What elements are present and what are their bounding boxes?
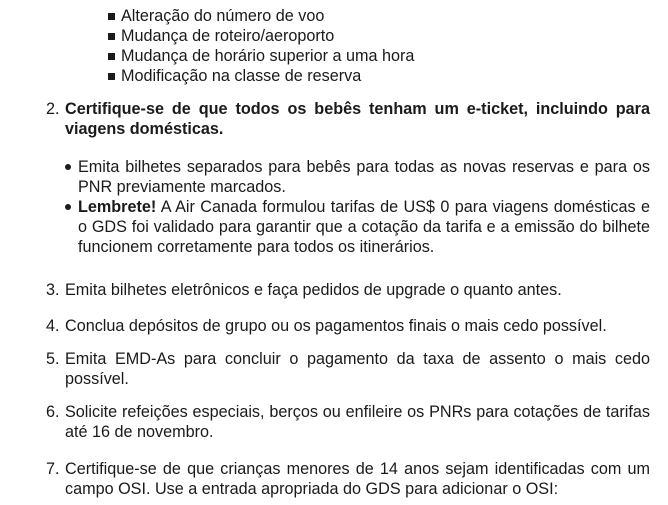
list-item <box>107 6 647 26</box>
item-heading: Certifique-se de que todos os bebês tenham um e-ticket, incluindo para viagens domésticas. <box>65 100 650 138</box>
item-number: 7. <box>46 460 60 478</box>
list-item <box>107 26 647 46</box>
square-bullet-icon <box>108 73 115 80</box>
list-item-text: Alteração do número de voo <box>121 7 325 25</box>
item-text: Conclua depósitos de grupo ou os pagamentos finais o mais cedo possível. <box>65 317 607 335</box>
square-bullet-icon <box>108 53 115 60</box>
square-bullet-icon <box>108 33 115 40</box>
numbered-item-5 <box>46 349 650 389</box>
list-item <box>107 46 647 66</box>
item-text: Solicite refeições especiais, berços ou enfileire os PNRs para cotações de tarifas até 16 de novembro. <box>65 403 650 441</box>
numbered-item-6 <box>46 402 650 442</box>
list-item-text: Mudança de roteiro/aeroporto <box>121 27 335 45</box>
numbered-item-4 <box>46 316 650 336</box>
list-item <box>107 66 647 86</box>
round-bullet-icon <box>65 164 71 170</box>
item-number: 4. <box>46 317 60 335</box>
item-number: 2. <box>46 100 60 118</box>
list-item <box>64 197 650 257</box>
item-text: Emita EMD-As para concluir o pagamento da taxa de assento o mais cedo possível. <box>65 350 650 388</box>
change-type-list <box>107 6 647 86</box>
item-number: 3. <box>46 281 60 299</box>
numbered-item-3 <box>46 280 650 300</box>
list-item <box>64 157 650 197</box>
item-text: Emita bilhetes eletrônicos e faça pedidos de upgrade o quanto antes. <box>65 281 562 299</box>
infant-ticket-bullets <box>64 157 650 257</box>
list-item-text: Mudança de horário superior a uma hora <box>121 47 415 65</box>
list-item-text: Modificação na classe de reserva <box>121 67 362 85</box>
square-bullet-icon <box>108 13 115 20</box>
reminder-label: Lembrete! <box>78 198 157 216</box>
list-item-text: Emita bilhetes separados para bebês para todas as novas reservas e para os PNR previamente marcados. <box>78 158 650 196</box>
item-text: Certifique-se de que crianças menores de 14 anos sejam identificadas com um campo OSI. Use a entrada apropriada do GDS para adicionar o OSI: <box>65 460 650 498</box>
round-bullet-icon <box>65 204 71 210</box>
numbered-item-7 <box>46 459 650 499</box>
numbered-item-2 <box>46 99 650 139</box>
item-number: 5. <box>46 350 60 368</box>
item-number: 6. <box>46 403 60 421</box>
list-item-text: A Air Canada formulou tarifas de US$ 0 para viagens domésticas e o GDS foi validado para garantir que a cotação da tarifa e a emissão do bilhete funcionem corretamente para todos os itinerários. <box>78 198 650 256</box>
